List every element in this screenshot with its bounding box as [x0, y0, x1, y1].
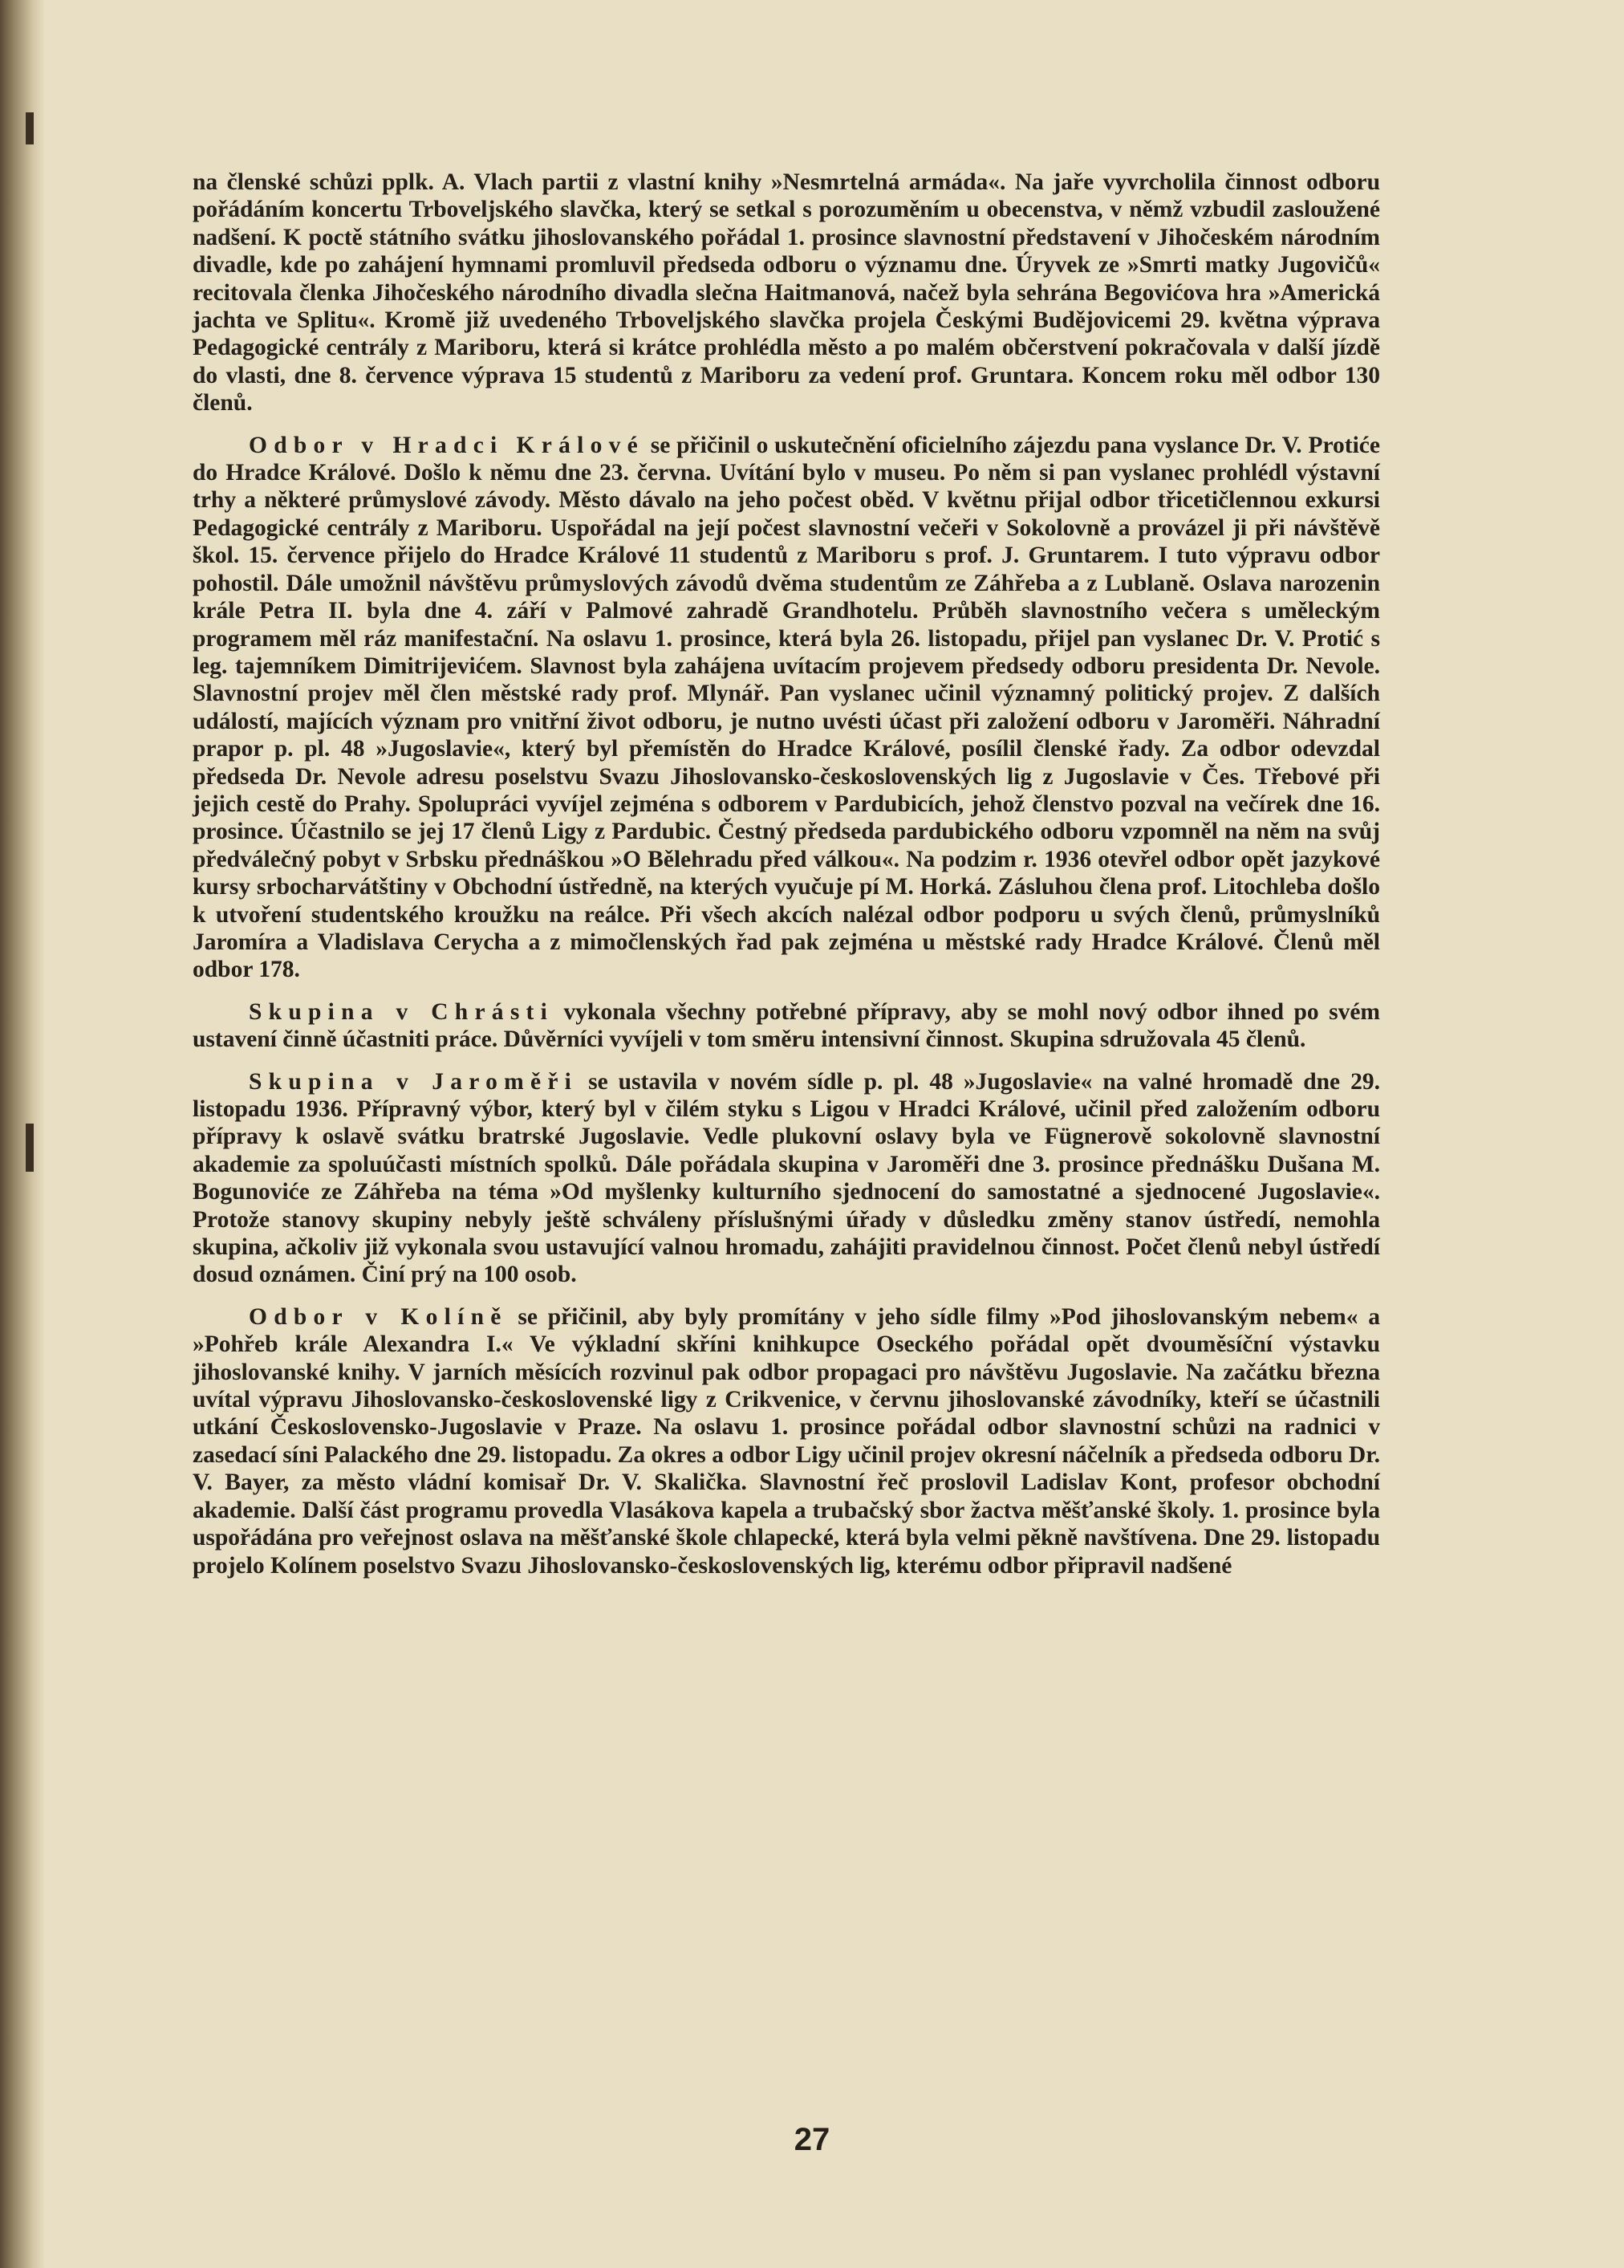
paragraph-heading: Odbor v Kolíně	[249, 1303, 508, 1330]
paragraph-text: se přičinil o uskutečnění oficielního zájezdu pana vyslance Dr. V. Protiće do Hradce Králové. Došlo k němu dne 23. června. Uvítání bylo v museu. Po něm si pan vyslanec prohlédl výstavní trhy a některé průmyslové závody. Město dávalo na jeho počest oběd. V květnu přijal odbor třicetičlennou exkursi Pedagogické centrály z Mariboru. Uspořádal na její počest slavnostní večeři v Sokolovně a provázel ji při návštěvě škol. 15. července přijelo do Hradce Králové 11 studentů z Mariboru s prof. J. Gruntarem. I tuto výpravu odbor pohostil. Dále umožnil návštěvu průmyslových závodů dvěma studentům ze Záhřeba a z Lublaně. Oslava narozenin krále Petra II. byla dne 4. září v Palmové zahradě Grandhotelu. Průběh slavnostního večera s uměleckým programem měl ráz manifestační. Na oslavu 1. prosince, která byla 26. listopadu, přijel pan vyslanec Dr. V. Protić s leg. tajemníkem Dimitrijevićem. Slavnost byla zahájena uvítacím projevem předsedy odboru presidenta Dr. Nevole. Slavnostní projev měl člen městské rady prof. Mlynář. Pan vyslanec učinil významný politický projev. Z dalších událostí, majících význam pro vnitřní život odboru, je nutno uvésti účast při založení odboru v Jaroměři. Náhradní prapor p. pl. 48 »Jugoslavie«, který byl přemístěn do Hradce Králové, posílil členské řady. Za odbor odevzdal předseda Dr. Nevole adresu poselstvu Svazu Jihoslovansko-československých lig z Jugoslavie v Čes. Třebové při jejich cestě do Prahy. Spolupráci vyvíjel zejména s odborem v Pardubicích, jehož členstvo pozval na večírek dne 16. prosince. Účastnilo se jej 17 členů Ligy z Pardubic. Čestný předseda pardubického odboru vzpomněl na něm na svůj předválečný pobyt v Srbsku přednáškou »O Bělehradu před válkou«. Na podzim r. 1936 otevřel odbor opět jazykové kursy srbocharvátštiny v Obchodní ústředně, na kterých vyučuje pí M. Horká. Zásluhou člena prof. Litochleba došlo k utvoření studentského kroužku na reálce. Při všech akcích nalézal odbor podporu u svých členů, průmyslníků Jaromíra a Vladislava Cerycha a z mimočlenských řad pak zejména u městské rady Hradce Králové. Členů měl odbor 178.	[193, 432, 1380, 983]
paragraph-continuation	[193, 169, 1380, 417]
paragraph-heading: Odbor v Hradci Králové	[249, 432, 644, 458]
paragraph-heading: Skupina v Chrásti	[249, 998, 554, 1025]
paragraph-text: se ustavila v novém sídle p. pl. 48 »Jugoslavie« na valné hromadě dne 29. listopadu 1936. Přípravný výbor, který byl v čilém styku s Ligou v Hradci Králové, učinil před založením odboru přípravy k oslavě svátku bratrské Jugoslavie. Vedle plukovní oslavy byla ve Fügnerově sokolovně slavnostní akademie za spoluúčasti místních spolků. Dále pořádala skupina v Jaroměři dne 3. prosince přednášku Dušana M. Bogunoviće ze Záhřeba na téma »Od myšlenky kulturního sjednocení do samostatné a sjednocené Jugoslavie«. Protože stanovy skupiny nebyly ještě schváleny příslušnými úřady v důsledku změny stanov ústředí, nemohla skupina, ačkoliv již vykonala svou ustavující valnou hromadu, zahájiti pravidelnou činnost. Počet členů nebyl ústředí dosud oznámen. Činí prý na 100 osob.	[193, 1068, 1380, 1288]
paragraph-hradec-kralove	[193, 432, 1380, 984]
paragraph-text: na členské schůzi pplk. A. Vlach partii z vlastní knihy »Nesmrtelná armáda«. Na jaře vyvrcholila činnost odboru pořádáním koncertu Trboveljského slavčka, který se setkal s porozuměním u obecenstva, v němž vzbudil zasloužené nadšení. K poctě státního svátku jihoslovanského pořádal 1. prosince slavnostní představení v Jihočeském národním divadle, kde po zahájení hymnami promluvil předseda odboru o významu dne. Úryvek ze »Smrti matky Jugovičů« recitovala členka Jihočeského národního divadla slečna Haitmanová, načež byla sehrána Begovićova hra »Americká jachta ve Splitu«. Kromě již uvedeného Trboveljského slavčka projela Českými Budějovicemi 29. května výprava Pedagogické centrály z Mariboru, která si krátce prohlédla město a po malém občerstvení pokračovala v další jízdě do vlasti, dne 8. července výprava 15 studentů z Mariboru za vedení prof. Gruntara. Koncem roku měl odbor 130 členů.	[193, 169, 1380, 417]
paragraph-heading: Skupina v Jaroměři	[249, 1068, 579, 1095]
paragraph-jaromer	[193, 1068, 1380, 1289]
paragraph-kolin	[193, 1303, 1380, 1579]
binding-mark	[26, 1124, 34, 1172]
paragraph-text: vykonala všechny potřebné přípravy, aby se mohl nový odbor ihned po svém ustavení činně účastniti práce. Důvěrníci vyvíjeli v tom směru intensivní činnost. Skupina sdružovala 45 členů.	[193, 998, 1380, 1053]
body-text	[193, 169, 1380, 1594]
paragraph-text: se přičinil, aby byly promítány v jeho sídle filmy »Pod jihoslovanským nebem« a »Pohřeb krále Alexandra I.« Ve výkladní skříni knihkupce Oseckého pořádal opět dvouměsíční výstavku jihoslovanské knihy. V jarních měsících rozvinul pak odbor propagaci pro návštěvu Jugoslavie. Na začátku března uvítal výpravu Jihoslovansko-československé ligy z Crikvenice, v červnu jihoslovanské závodníky, kteří se účastnili utkání Československo-Jugoslavie v Praze. Na oslavu 1. prosince pořádal odbor slavnostní schůzi na radnici v zasedací síni Palackého dne 29. listopadu. Za okres a odbor Ligy učinil projev okresní náčelník a předseda odboru Dr. V. Bayer, za město vládní komisař Dr. V. Skalička. Slavnostní řeč proslovil Ladislav Kont, profesor obchodní akademie. Další část programu provedla Vlasákova kapela a trubačský sbor žactva měšťanské školy. 1. prosince byla uspořádána pro veřejnost oslava na měšťanské škole chlapecké, která byla velmi pěkně navštívena. Dne 29. listopadu projelo Kolínem poselstvo Svazu Jihoslovansko-československých lig, kterému odbor připravil nadšené	[193, 1303, 1380, 1579]
page-number: 27	[794, 2122, 830, 2157]
binding-mark	[26, 112, 34, 144]
page-binding-edge	[0, 0, 45, 2268]
paragraph-chrast	[193, 998, 1380, 1054]
